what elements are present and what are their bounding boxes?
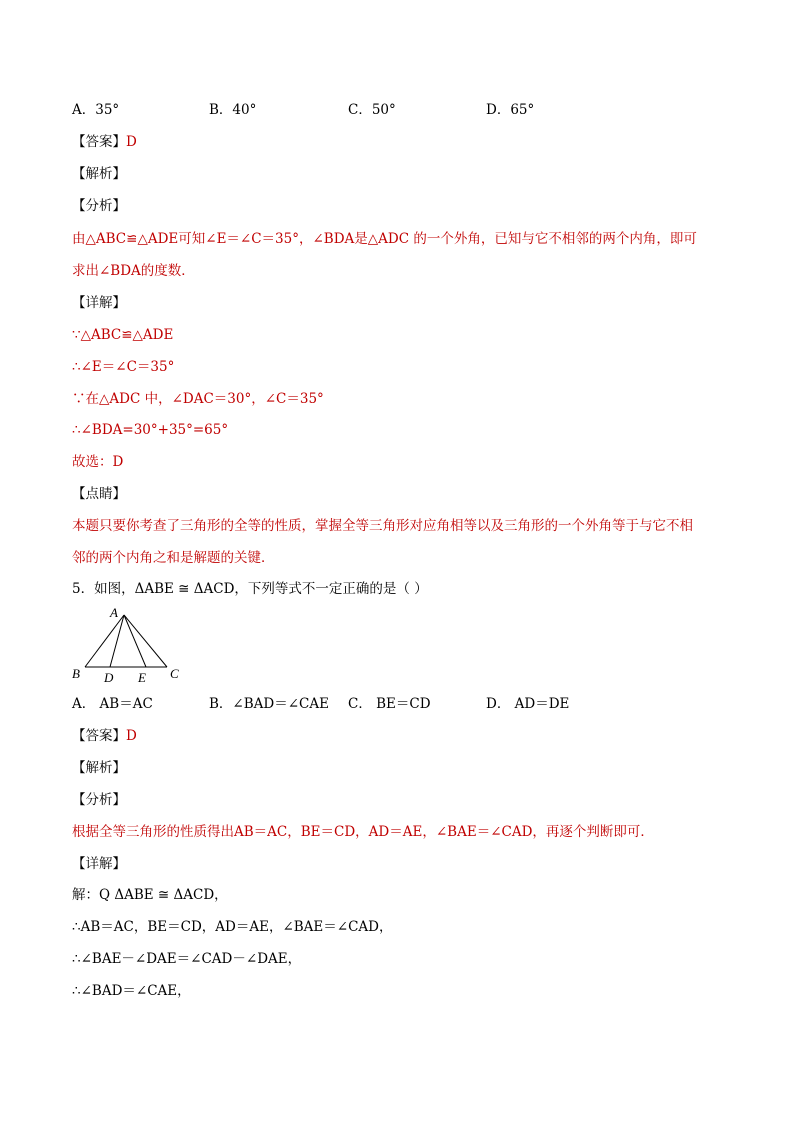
q4-fenxi-line1: 由△ABC≌△ADE可知∠E＝∠C＝35°，∠BDA是△ADC 的一个外角，已知与它不相邻的两个内角，即可 (72, 231, 697, 247)
answer-label: 【答案】 (72, 134, 126, 150)
q4-option-a: A．35° (72, 102, 120, 118)
q4-dianjing-line1: 本题只要你考查了三角形的全等的性质，掌握全等三角形对应角相等以及三角形的一个外角等于与它不相 (72, 518, 693, 534)
q4-dianjing-heading: 【点睛】 (72, 486, 126, 502)
figure-label-c: C (170, 666, 179, 681)
q4-option-d: D．65° (486, 102, 535, 118)
q4-step3: ∵在△ADC 中，∠DAC＝30°，∠C＝35° (72, 391, 324, 407)
figure-label-e: E (138, 670, 146, 684)
q5-step4: ∴∠BAD＝∠CAE， (72, 983, 191, 999)
figure-label-d: D (104, 670, 114, 684)
q4-step1: ∵△ABC≌△ADE (72, 327, 174, 343)
q4-dianjing-line2: 邻的两个内角之和是解题的关键． (72, 550, 275, 566)
answer-label: 【答案】 (72, 728, 126, 744)
q5-xiangjie-heading: 【详解】 (72, 856, 126, 872)
figure-label-b: B (72, 666, 80, 681)
triangle-figure (66, 604, 196, 684)
q5-answer-row (72, 727, 137, 745)
q5-step2: ∴AB＝AC，BE＝CD，AD＝AE，∠BAE＝∠CAD， (72, 919, 393, 935)
q5-option-d: D． AD＝DE (486, 696, 570, 712)
q4-xiangjie-heading: 【详解】 (72, 295, 126, 311)
answer-value: D (126, 134, 137, 150)
q5-option-a: A． AB＝AC (72, 696, 153, 712)
q4-option-b: B．40° (209, 102, 257, 118)
q4-step2: ∴∠E＝∠C＝35° (72, 359, 175, 375)
q5-option-c: C． BE＝CD (348, 696, 431, 712)
q5-step3: ∴∠BAE－∠DAE＝∠CAD－∠DAE， (72, 951, 302, 967)
q4-fenxi-line2: 求出∠BDA的度数． (72, 263, 195, 279)
q5-fenxi-line: 根据全等三角形的性质得出AB＝AC，BE＝CD，AD＝AE，∠BAE＝∠CAD，再逐个判断即可． (72, 824, 654, 840)
answer-value: D (126, 728, 137, 744)
q4-step4: ∴∠BDA=30°+35°=65° (72, 422, 229, 438)
q4-choose: 故选：D (72, 454, 124, 470)
q5-step1: 解：Q ΔABE ≅ ΔACD， (72, 887, 228, 903)
q4-fenxi-heading: 【分析】 (72, 198, 126, 214)
q5-option-b: B．∠BAD＝∠CAE (209, 696, 329, 712)
q4-answer-row (72, 133, 137, 151)
figure-label-a: A (110, 605, 118, 620)
q5-fenxi-heading: 【分析】 (72, 792, 126, 808)
q4-jiexi-heading: 【解析】 (72, 166, 126, 182)
q4-option-c: C．50° (348, 102, 396, 118)
q5-jiexi-heading: 【解析】 (72, 760, 126, 776)
q5-question: 5．如图，ΔABE ≅ ΔACD，下列等式不一定正确的是（ ） (72, 581, 428, 597)
